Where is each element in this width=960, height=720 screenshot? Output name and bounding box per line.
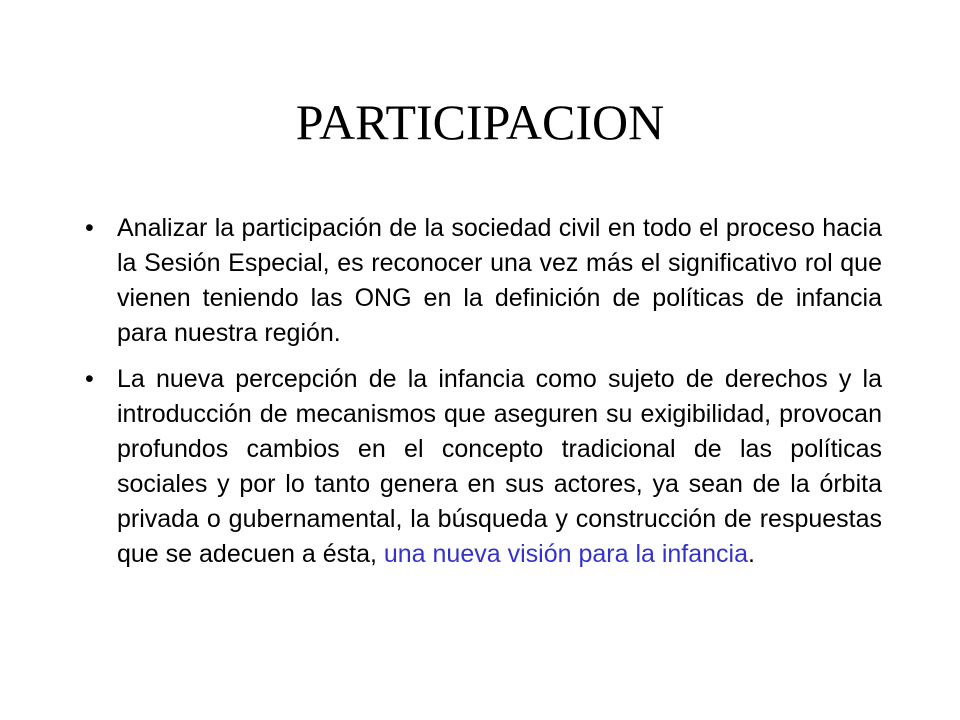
bullet-text-after: . [748,540,755,568]
bullet-list [80,211,882,572]
bullet-dot-icon: • [85,214,94,242]
bullet-text: Analizar la participación de la sociedad civil en todo el proceso hacia la Sesión Especial, es reconocer una vez más el significativo rol que vienen teniendo las ONG en la definición de políticas de infancia para nuestra región. [117,214,882,347]
bullet-dot-icon: • [85,365,94,393]
bullet-text-before: La nueva percepción de la infancia como sujeto de derechos y la introducción de mecanismos que aseguren su exigibilidad, provocan profundos cambios en el concepto tradicional de las políticas sociales y por lo tanto genera en sus actores, ya sean de la órbita privada o gubernamental, la búsqueda y construcción de respuestas que se adecuen a ésta, [117,365,882,568]
highlighted-phrase: una nueva visión para la infancia [383,540,749,568]
slide-title: PARTICIPACION [295,94,665,150]
bullet-item-participation [80,211,882,351]
bullet-item-new-perception [80,362,882,572]
